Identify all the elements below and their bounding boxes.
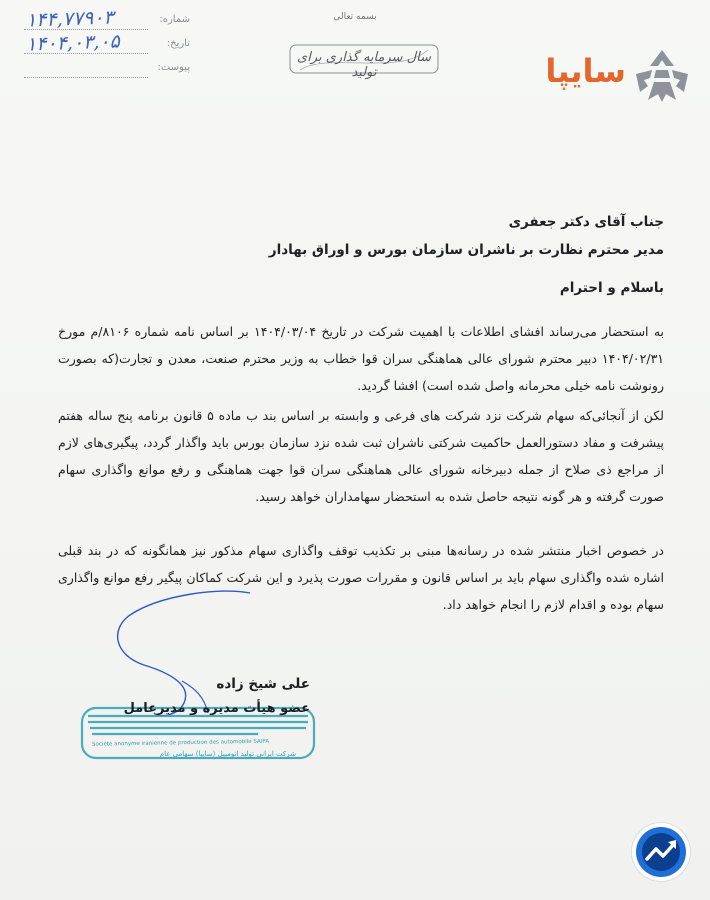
company-logo-text: سایپا — [545, 52, 626, 90]
stamp-french-text: Société anonyme iranienne de production des automobile SAIPA — [91, 738, 270, 748]
attachment-underline — [24, 77, 148, 78]
saipa-emblem-icon — [632, 48, 692, 104]
attachment-label: پیوست: — [157, 62, 190, 73]
recipient-title: مدیر محترم نظارت بر ناشران سازمان بورس و اوراق بهادار — [268, 242, 664, 258]
letter-meta — [20, 6, 190, 82]
basmala: بسمه تعالی — [333, 12, 377, 22]
date-label: تاریخ: — [166, 38, 190, 49]
date-row — [20, 30, 190, 58]
attachment-row — [20, 58, 190, 82]
stamp-persian-text: شرکت ایرانی تولید اتومبیل (سایپا) سهامی عام — [159, 750, 296, 758]
signatory-title: عضو هیأت مدیره و مدیرعامل — [123, 701, 310, 716]
recipient-block — [58, 208, 664, 264]
paragraph-3: در خصوص اخبار منتشر شده در رسانه‌ها مبنی بر تکذیب توقف واگذاری سهام مذکور نیز همانگونه که در بند قبلی اشاره شده واگذاری سهام باید بر اساس قانون و مقررات صورت پذیرد و این شرکت کماکان پیگیر رفع موانع واگذاری سهام بوده و اقدام لازم را انجام خواهد داد. — [58, 543, 664, 612]
recipient-name: جناب آقای دکتر جعفری — [508, 214, 664, 230]
slogan-banner — [288, 42, 440, 80]
slogan-text: سال سرمایه گذاری برای تولید — [297, 50, 431, 80]
number-label: شماره: — [159, 14, 190, 25]
signatory-name: علی شیخ زاده — [216, 676, 310, 692]
paragraph-1: به استحضار می‌رساند افشای اطلاعات با اهمیت شرکت در تاریخ ۱۴۰۴/۰۳/۰۴ بر اساس نامه شماره ۸۱۰۶/م مورخ ۱۴۰۴/۰۲/۳۱ دبیر محترم شورای عالی هماهنگی سران قوا خطاب به وزیر محترم صنعت، معدن و تجارت(که بصورت رونوشت نامه خیلی محرمانه واصل شده است) افشا گردید. — [58, 324, 665, 393]
letter-date: ۱۴۰۴,۰۳,۰۵ — [25, 30, 121, 56]
watermark-logo — [632, 823, 690, 881]
paragraph-2: لکن از آنجائی‌که سهام شرکت نزد شرکت های فرعی و وابسته بر اساس بند ب ماده ۵ قانون برنامه پنج ساله هفتم پیشرفت و مفاد دستورالعمل حاکمیت شرکتی ناشران ثبت شده نزد سازمان بورس باید واگذار گردد، پیگیری‌های لازم از مراجع ذی صلاح از جمله دبیرخانه شورای عالی هماهنگی سران قوا جهت هماهنگی و رفع موانع واگذاری سهام صورت گرفته و هر گونه نتیجه حاصل شده به استحضار سهامداران خواهد رسید. — [58, 408, 664, 504]
greeting: باسلام و احترام — [559, 280, 664, 296]
company-logo — [528, 44, 698, 106]
letter-number: ۱۴۴,۷۷۹۰۳ — [25, 6, 115, 32]
trend-arrow-icon — [632, 823, 690, 881]
